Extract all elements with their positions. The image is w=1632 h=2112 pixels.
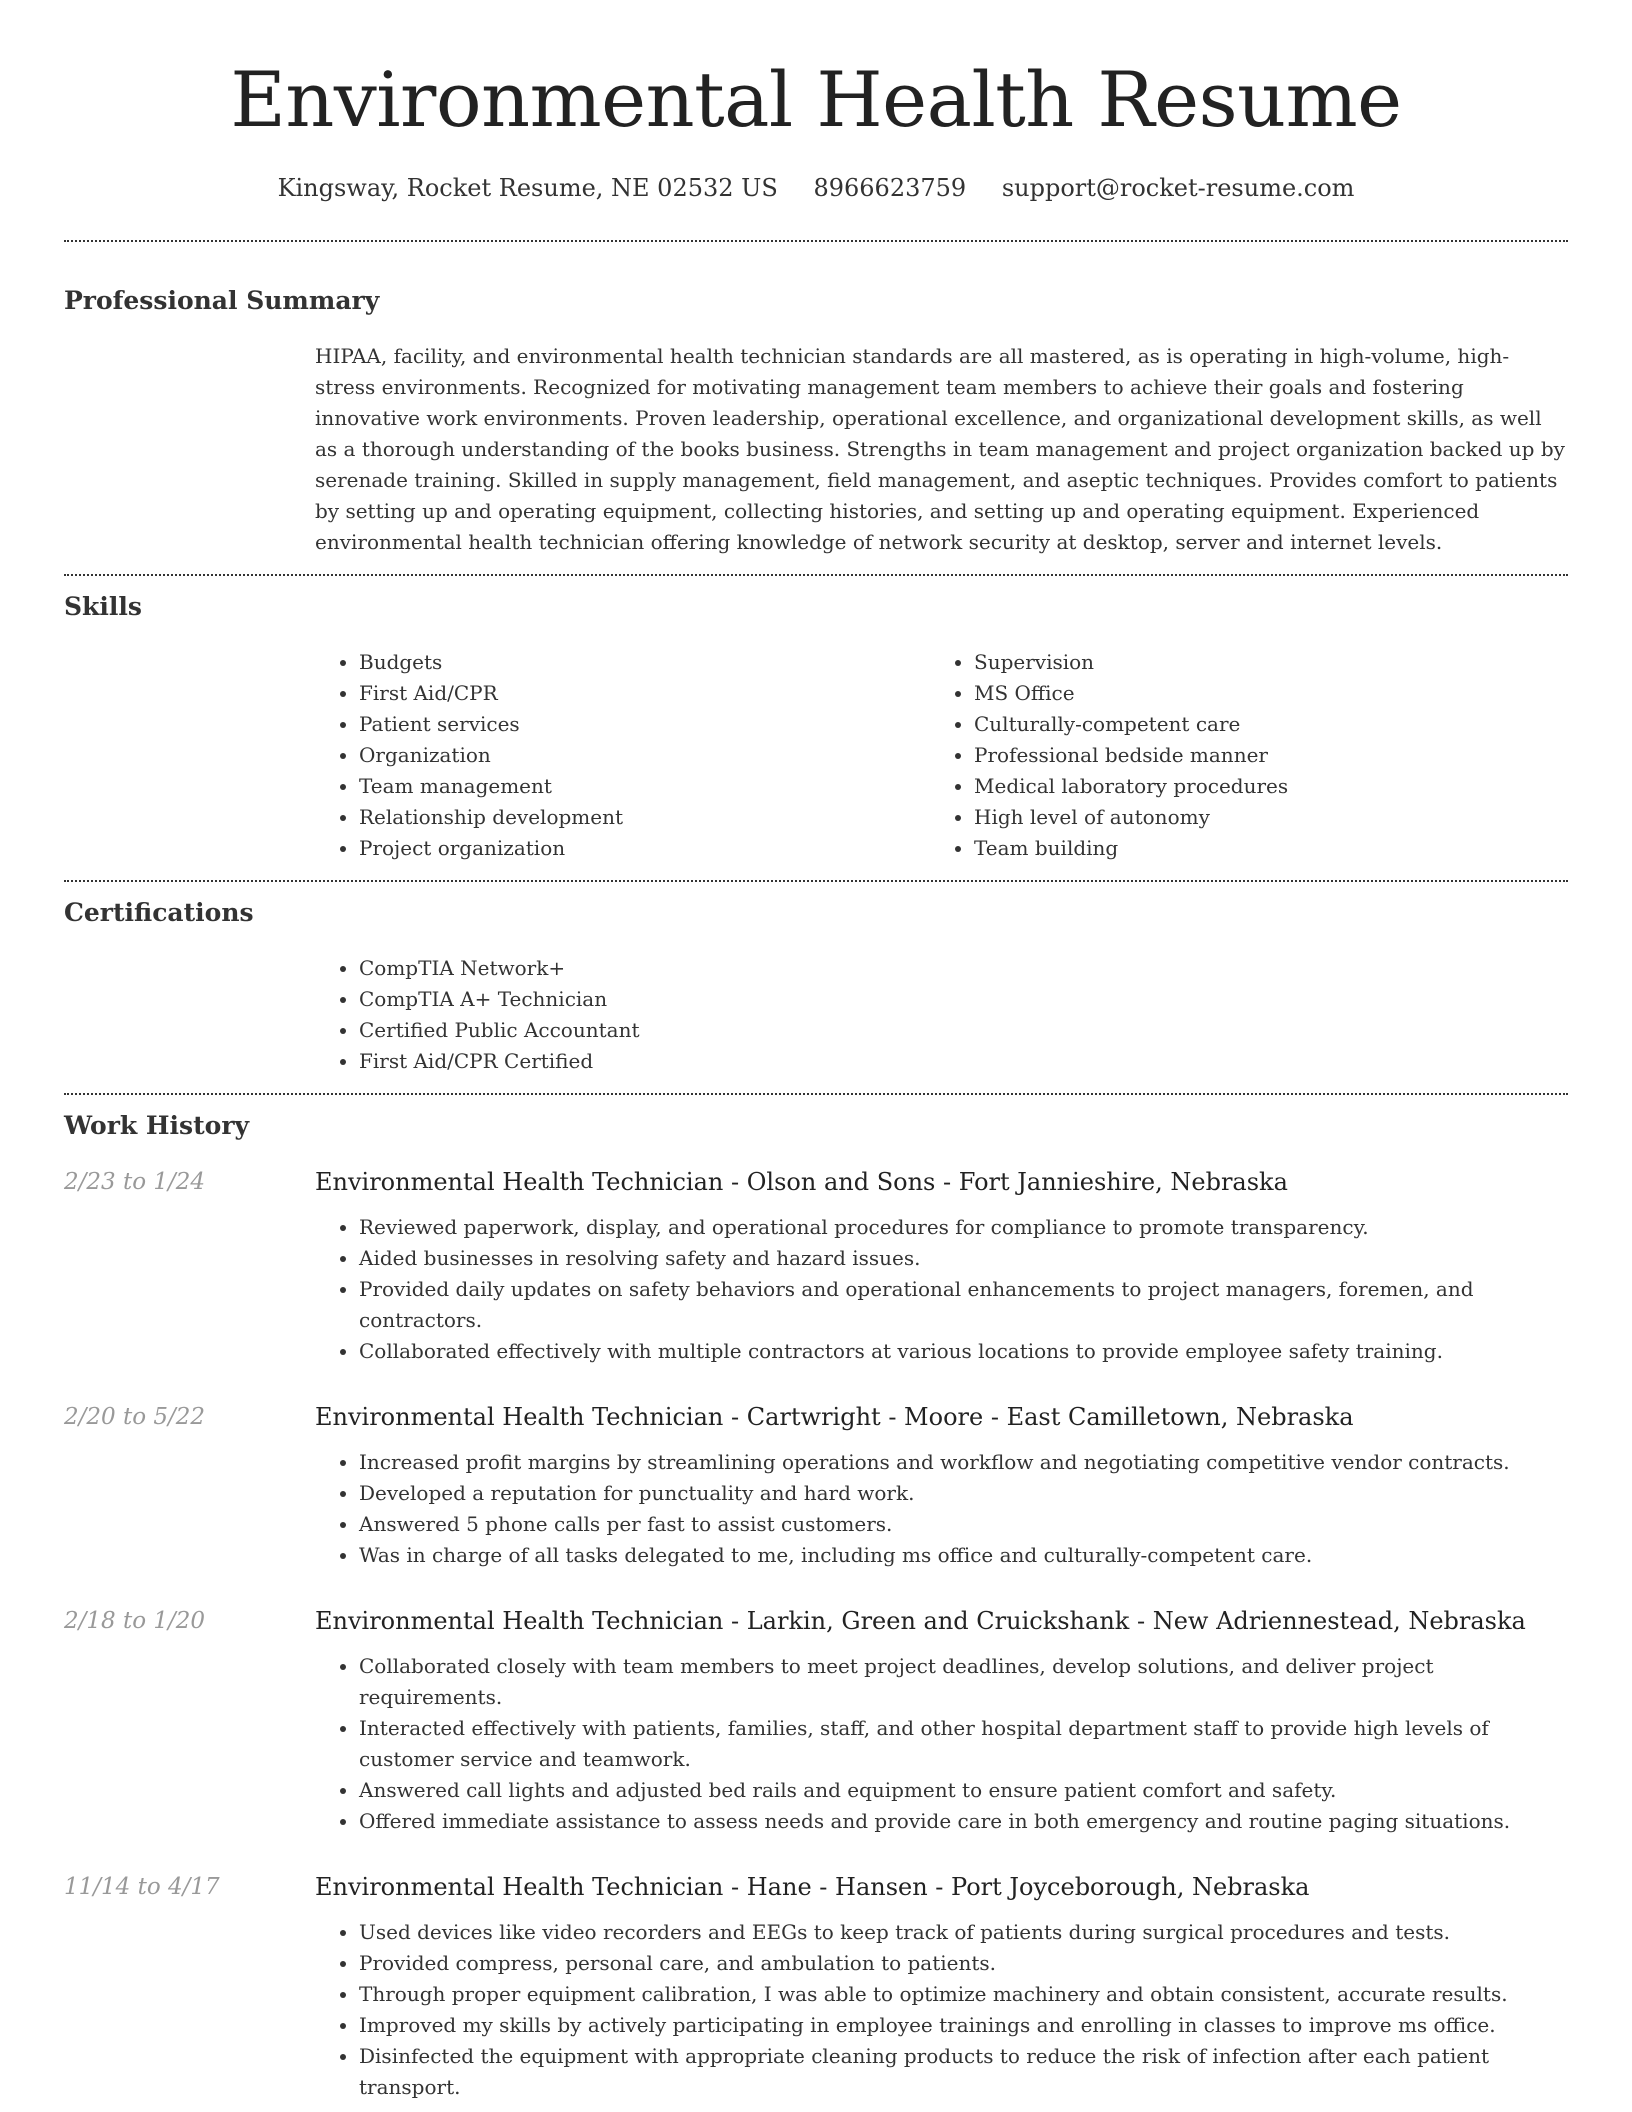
job-body xyxy=(315,1401,1568,1571)
job-bullets xyxy=(315,1447,1568,1571)
section-divider xyxy=(64,240,1568,242)
list-item: • Team building xyxy=(974,833,1545,864)
job-body xyxy=(315,1871,1568,2103)
job-title: Environmental Health Technician - Cartwright - Moore - East Camilletown, Nebraska xyxy=(315,1403,1354,1431)
list-item: • Project organization xyxy=(359,833,930,864)
list-item: • MS Office xyxy=(974,678,1545,709)
job-entry xyxy=(64,1166,1568,1367)
job-entry xyxy=(64,1871,1568,2103)
section-divider xyxy=(64,880,1568,882)
list-item: • Answered call lights and adjusted bed rails and equipment to ensure patient comfort and safety. xyxy=(359,1775,1568,1806)
section-divider xyxy=(64,574,1568,576)
work-history-section xyxy=(64,1111,1568,2103)
list-item: • Organization xyxy=(359,740,930,771)
list-item: • Supervision xyxy=(974,647,1545,678)
list-item: • Reviewed paperwork, display, and operational procedures for compliance to promote transparency. xyxy=(359,1212,1568,1243)
job-body xyxy=(315,1605,1568,1837)
list-item: • Collaborated effectively with multiple contractors at various locations to provide employee safety training. xyxy=(359,1336,1568,1367)
list-item: • Collaborated closely with team members to meet project deadlines, develop solutions, and deliver project requirements. xyxy=(359,1651,1568,1713)
contact-phone: 8966623759 xyxy=(813,174,967,202)
skills-heading: Skills xyxy=(64,592,142,621)
certifications-heading: Certifications xyxy=(64,898,254,927)
summary-text: HIPAA, facility, and environmental health technician standards are all mastered, as is operating in high-volume, high-stress environments. Recognized for motivating management team members to achieve their goals and fostering innovative work environments. Proven leadership, operational excellence, and organizational development skills, as well as a thorough understanding of the books business. Strengths in team management and project organization backed up by serenade training. Skilled in supply management, field management, and aseptic techniques. Provides comfort to patients by setting up and operating equipment, collecting histories, and setting up and operating equipment. Experienced environmental health technician offering knowledge of network security at desktop, server and internet levels. xyxy=(315,344,1565,554)
list-item: • Aided businesses in resolving safety and hazard issues. xyxy=(359,1243,1568,1274)
contact-line xyxy=(64,174,1568,202)
certifications-body xyxy=(315,953,1568,1077)
list-item: • Increased profit margins by streamlining operations and workflow and negotiating competitive vendor contracts. xyxy=(359,1447,1568,1478)
list-item: • Provided compress, personal care, and ambulation to patients. xyxy=(359,1948,1568,1979)
list-item: • Improved my skills by actively participating in employee trainings and enrolling in classes to improve ms office. xyxy=(359,2010,1568,2041)
list-item: • Interacted effectively with patients, families, staff, and other hospital department staff to provide high levels of customer service and teamwork. xyxy=(359,1713,1568,1775)
job-dates: 11/14 to 4/17 xyxy=(64,1874,220,1900)
contact-address: Kingsway, Rocket Resume, NE 02532 US xyxy=(277,174,778,202)
list-item: • Used devices like video recorders and EEGs to keep track of patients during surgical procedures and tests. xyxy=(359,1917,1568,1948)
job-entry xyxy=(64,1605,1568,1837)
skills-grid xyxy=(315,647,1568,864)
job-body xyxy=(315,1166,1568,1367)
resume-page xyxy=(64,0,1568,2103)
list-item: • Provided daily updates on safety behaviors and operational enhancements to project managers, foremen, and contractors. xyxy=(359,1274,1568,1336)
skills-list-left xyxy=(315,647,930,864)
list-item: • Culturally-competent care xyxy=(974,709,1545,740)
job-bullets xyxy=(315,1917,1568,2103)
job-dates: 2/20 to 5/22 xyxy=(64,1404,206,1430)
summary-section xyxy=(64,286,1568,558)
list-item: • High level of autonomy xyxy=(974,802,1545,833)
job-dates: 2/23 to 1/24 xyxy=(64,1169,206,1195)
skills-column-left xyxy=(315,647,930,864)
skills-list-right xyxy=(930,647,1545,864)
list-item: • Certified Public Accountant xyxy=(359,1015,1568,1046)
job-title: Environmental Health Technician - Larkin, Green and Cruickshank - New Adriennestead, Nebraska xyxy=(315,1607,1526,1635)
list-item: • Budgets xyxy=(359,647,930,678)
certifications-section xyxy=(64,898,1568,1077)
certifications-list xyxy=(315,953,1568,1077)
job-dates: 2/18 to 1/20 xyxy=(64,1608,206,1634)
skills-section xyxy=(64,592,1568,864)
section-divider xyxy=(64,1093,1568,1095)
list-item: • Professional bedside manner xyxy=(974,740,1545,771)
list-item: • First Aid/CPR xyxy=(359,678,930,709)
list-item: • Was in charge of all tasks delegated to me, including ms office and culturally-competent care. xyxy=(359,1540,1568,1571)
list-item: • Answered 5 phone calls per fast to assist customers. xyxy=(359,1509,1568,1540)
list-item: • CompTIA A+ Technician xyxy=(359,984,1568,1015)
list-item: • CompTIA Network+ xyxy=(359,953,1568,984)
list-item: • Through proper equipment calibration, I was able to optimize machinery and obtain consistent, accurate results. xyxy=(359,1979,1568,2010)
contact-email: support@rocket-resume.com xyxy=(1001,174,1355,202)
list-item: • Disinfected the equipment with appropriate cleaning products to reduce the risk of infection after each patient transport. xyxy=(359,2041,1568,2103)
job-title: Environmental Health Technician - Hane - Hansen - Port Joyceborough, Nebraska xyxy=(315,1873,1310,1901)
list-item: • Offered immediate assistance to assess needs and provide care in both emergency and routine paging situations. xyxy=(359,1806,1568,1837)
resume-title: Environmental Health Resume xyxy=(230,55,1402,144)
list-item: • Relationship development xyxy=(359,802,930,833)
work-history-heading: Work History xyxy=(64,1111,250,1140)
job-bullets xyxy=(315,1212,1568,1367)
job-bullets xyxy=(315,1651,1568,1837)
list-item: • Patient services xyxy=(359,709,930,740)
skills-column-right xyxy=(930,647,1545,864)
list-item: • First Aid/CPR Certified xyxy=(359,1046,1568,1077)
job-title: Environmental Health Technician - Olson and Sons - Fort Jannieshire, Nebraska xyxy=(315,1168,1288,1196)
list-item: • Medical laboratory procedures xyxy=(974,771,1545,802)
summary-heading: Professional Summary xyxy=(64,286,380,315)
list-item: • Developed a reputation for punctuality and hard work. xyxy=(359,1478,1568,1509)
job-entry xyxy=(64,1401,1568,1571)
list-item: • Team management xyxy=(359,771,930,802)
